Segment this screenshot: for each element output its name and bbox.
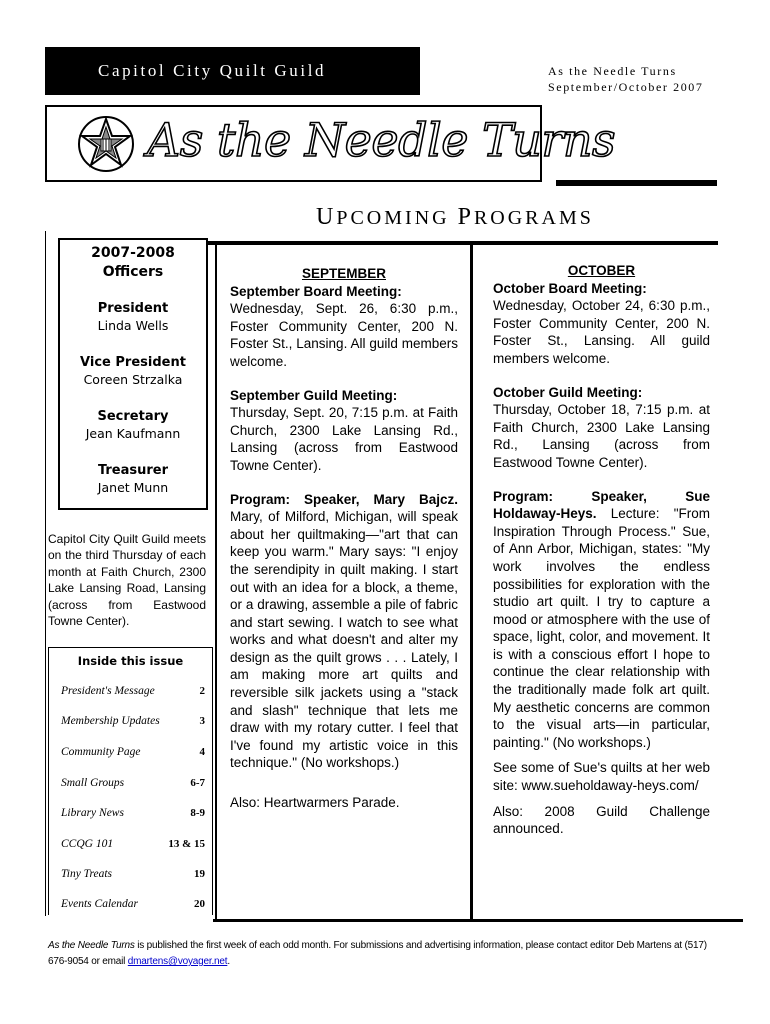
toc-page: 4 <box>199 746 205 758</box>
toc-label: Small Groups <box>61 777 125 789</box>
officer-role: Secretary <box>97 409 169 424</box>
bottom-rule <box>213 919 743 922</box>
editor-email-link[interactable]: dmartens@voyager.net <box>127 956 228 967</box>
month-heading: SEPTEMBER <box>301 266 386 281</box>
program-heading: Program: Speaker, Sue Holdaway-Heys <box>493 488 710 522</box>
officers-heading: Officers <box>102 264 164 280</box>
masthead-title: As the Needle Turns <box>147 113 616 167</box>
toc-page: 13 & 15 <box>168 838 205 850</box>
footer-text: is published the first week of each odd month. For submissions and advertising information, please contact editor Deb Martens at (517) 676-9054 or email <box>48 940 707 967</box>
column-rule <box>470 245 473 920</box>
program-text: Program: Speaker, Sue Holdaway-Heys. Lecture: "From Inspiration Through Process." Sue, of Ann Arbor, Michigan, states: "My work involves the endless possibilities for exploration with the studio art quilt. I try to capture a mood or atmosphere with the use of space, light, color, and movement. It is with a conscious effort I hope to continue the clear relationship with the traditionally made folk art quilt. My aesthetic concerns are common to the visual arts—in particular, painting." (No workshops.) <box>493 488 710 750</box>
month-heading: OCTOBER <box>567 263 636 278</box>
september-column <box>230 265 458 812</box>
toc-label: Community Page <box>61 746 141 758</box>
also-text: Also: Heartwarmers Parade. <box>230 795 400 811</box>
issue-info <box>548 63 704 95</box>
guild-name-banner: Capitol City Quilt Guild <box>45 47 420 95</box>
officers-box <box>58 238 208 510</box>
toc-item[interactable] <box>61 715 205 727</box>
inside-this-issue <box>48 647 213 915</box>
section-title-word: ROGRAMS <box>473 207 594 229</box>
column-rule <box>215 245 217 920</box>
toc-item[interactable] <box>61 898 205 910</box>
toc-page: 6-7 <box>190 777 205 789</box>
guild-meeting-heading: September Guild Meeting: <box>230 387 398 403</box>
toc-item[interactable] <box>61 807 205 819</box>
officers-heading-year: 2007-2008 <box>91 245 175 261</box>
toc-item[interactable] <box>61 777 205 789</box>
masthead <box>45 105 616 182</box>
board-meeting-text: Wednesday, October 24, 6:30 p.m., Foster Community Center, 200 N. Foster St., Lansing. All guild members welcome. <box>493 298 710 366</box>
website-text: See some of Sue's quilts at her web site: www.sueholdaway-heys.com/ <box>493 760 710 794</box>
board-meeting-heading: October Board Meeting: <box>493 280 647 296</box>
section-title-initial: U <box>316 204 337 230</box>
officer-role: Treasurer <box>97 463 169 478</box>
footer-newsletter-name: As the Needle Turns <box>48 940 135 951</box>
toc-page: 19 <box>194 868 205 880</box>
toc-label: Library News <box>61 807 124 819</box>
toc-label: CCQG 101 <box>61 838 114 850</box>
board-meeting-text: Wednesday, Sept. 26, 6:30 p.m., Foster Community Center, 200 N. Foster St., Lansing. All guild members welcome. <box>230 301 458 369</box>
toc-label: Events Calendar <box>61 898 138 910</box>
also-text: Also: 2008 Guild Challenge announced. <box>493 803 710 837</box>
guild-meeting-text: Thursday, October 18, 7:15 p.m. at Faith Church, 2300 Lake Lansing Rd., Lansing (across from Eastwood Towne Center). <box>493 402 710 470</box>
star-quilt-logo-icon <box>77 115 135 173</box>
sidebar-rule <box>45 231 46 916</box>
officer-name: Jean Kaufmann <box>85 426 181 441</box>
toc-item[interactable] <box>61 746 205 758</box>
toc-page: 20 <box>194 898 205 910</box>
toc-item[interactable] <box>61 685 205 697</box>
officer-name: Janet Munn <box>97 480 169 495</box>
toc-page: 2 <box>199 685 205 697</box>
toc-item[interactable] <box>61 868 205 880</box>
toc-label: Tiny Treats <box>61 868 113 880</box>
officer-role: President <box>97 301 169 316</box>
header-rule <box>556 180 717 186</box>
footer-note <box>48 938 728 970</box>
october-column <box>493 262 710 838</box>
officer-role: Vice President <box>80 355 186 370</box>
footer-end: . <box>227 956 230 967</box>
board-meeting-heading: September Board Meeting: <box>230 283 402 299</box>
newsletter-name: As the Needle Turns <box>548 64 677 78</box>
toc-label: President's Message <box>61 685 155 697</box>
inside-title: Inside this issue <box>77 654 184 668</box>
section-title-word: PCOMING <box>336 207 450 229</box>
program-heading: Program: Speaker, Mary Bajcz <box>230 491 455 507</box>
toc-page: 3 <box>199 715 205 727</box>
guild-meeting-text: Thursday, Sept. 20, 7:15 p.m. at Faith Church, 2300 Lake Lansing Rd., Lansing (across from Eastwood Towne Center). <box>230 405 458 473</box>
section-title-initial: P <box>457 204 474 230</box>
officer-name: Linda Wells <box>97 318 169 333</box>
section-rule <box>206 241 718 245</box>
toc-page: 8-9 <box>190 807 205 819</box>
program-body: Lecture: "From Inspiration Through Process." Sue, of Ann Arbor, Michigan, states: "My work involves the endless possibilities for exploration with the studio art quilt. I try to capture a mood or atmosphere with the use of space, light, color, and movement. It is with a conscious effort I hope to continue the clear relationship with the traditionally made folk art quilt. My aesthetic concerns are common to the visual arts—in particular, painting." (No workshops.) <box>493 506 710 750</box>
issue-date: September/October 2007 <box>548 80 704 94</box>
section-title <box>316 204 594 231</box>
guild-meeting-heading: October Guild Meeting: <box>493 384 643 400</box>
toc-item[interactable] <box>61 838 205 850</box>
toc-label: Membership Updates <box>61 715 160 727</box>
program-body: Mary, of Milford, Michigan, will speak about her quiltmaking—"art that can keep you warm." Mary says: "I enjoy the serendipity in quilt making. I start out with an idea for a block, a theme, or a drawing, assemble a pile of fabric and start sewing. I watch to see what works and what doesn't and alter my design as the quilt grows . . . Lately, I am making more art quilts and reversible silk jackets using a "stack and slash" technique that lets me draw with my rotary cutter. I feel that I've found my artistic voice in this technique." (No workshops.) <box>230 509 458 771</box>
officer-name: Coreen Strzalka <box>83 372 183 387</box>
meeting-note: Capitol City Quilt Guild meets on the third Thursday of each month at Faith Church, 2300 Lake Lansing Road, Lansing (across from Eastwood Towne Center). <box>48 532 206 629</box>
program-text: Program: Speaker, Mary Bajcz. Mary, of Milford, Michigan, will speak about her quiltmaking—"art that can keep you warm." Mary says: "I enjoy the serendipity in quilt making. I start out with an idea for a block, a theme, or a drawing, assemble a pile of fabric and start sewing. I watch to see what works and what doesn't and alter my design as the quilt grows . . . Lately, I am making more art quilts and reversible silk jackets using a "stack and slash" technique that lets me draw with my rotary cutter. I feel that I've found my artistic voice in this technique." (No workshops.) <box>230 491 458 771</box>
